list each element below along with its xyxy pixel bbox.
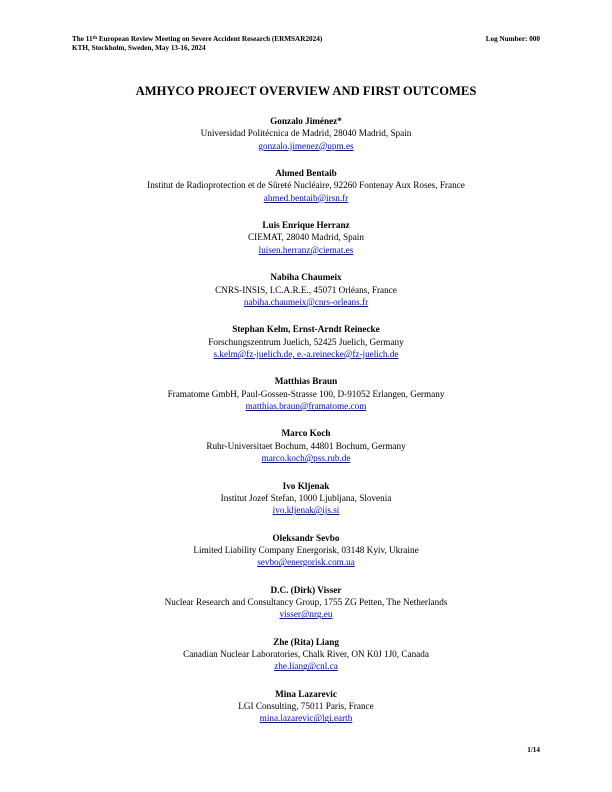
author-name: Ivo Kljenak (282, 480, 330, 491)
conference-location: KTH, Stockholm, Sweden, May 13-16, 2024 (72, 44, 206, 52)
author-name: Stephan Kelm, Ernst-Arndt Reinecke (232, 324, 380, 335)
author-block (0, 532, 612, 569)
author-affiliation: LGI Consulting, 75011 Paris, France (238, 701, 374, 712)
author-block (0, 323, 612, 360)
author-email-link[interactable]: ivo.kljenak@ijs.si (272, 505, 340, 516)
author-email-link[interactable]: zhe.liang@cnl.ca (274, 661, 338, 672)
author-name: Mina Lazarevic (275, 688, 337, 699)
author-email-link[interactable]: nabiha.chaumeix@cnrs-orleans.fr (243, 296, 369, 307)
author-name: D.C. (Dirk) Visser (270, 584, 342, 595)
author-affiliation: Universidad Politécnica de Madrid, 28040 Madrid, Spain (200, 128, 412, 139)
author-email-link[interactable]: matthias.braun@framatome.com (245, 400, 367, 411)
author-list (0, 115, 612, 740)
page-number: 1/14 (527, 746, 540, 754)
log-number: Log Number: 000 (485, 35, 540, 43)
author-block (0, 427, 612, 464)
paper-title: AMHYCO PROJECT OVERVIEW AND FIRST OUTCOMES (135, 84, 477, 98)
author-block (0, 271, 612, 308)
author-affiliation: CNRS-INSIS, I.C.A.R.E., 45071 Orléans, France (215, 284, 397, 295)
author-email-link[interactable]: luisen.herranz@ciemat.es (258, 244, 354, 255)
author-affiliation: CIEMAT, 28040 Madrid, Spain (248, 232, 364, 243)
author-block (0, 167, 612, 204)
author-name: Marco Koch (281, 428, 331, 439)
author-email-link[interactable]: mina.lazarevic@lgi.earth (259, 713, 353, 724)
author-email-link[interactable]: visser@nrg.eu (279, 609, 333, 620)
author-name: Zhe (Rita) Liang (273, 636, 339, 647)
author-affiliation: Canadian Nuclear Laboratories, Chalk River, ON K0J 1J0, Canada (183, 649, 429, 660)
author-block (0, 480, 612, 517)
running-header (72, 35, 540, 53)
author-block (0, 636, 612, 673)
author-block (0, 688, 612, 725)
author-name: Nabiha Chaumeix (270, 272, 342, 283)
author-affiliation: Ruhr-Universitaet Bochum, 44801 Bochum, Germany (206, 440, 406, 451)
author-block (0, 375, 612, 412)
author-email-link[interactable]: ahmed.bentaib@irsn.fr (263, 192, 349, 203)
author-block (0, 219, 612, 256)
author-email-link[interactable]: marco.koch@pss.rub.de (261, 453, 351, 464)
conference-name: The 11th European Review Meeting on Severe Accident Research (ERMSAR2024) (72, 35, 323, 43)
author-affiliation: Institut de Radioprotection et de Sûreté Nucléaire, 92260 Fontenay Aux Roses, France (147, 180, 465, 191)
author-name: Gonzalo Jiménez* (270, 116, 342, 126)
author-affiliation: Nuclear Research and Consultancy Group, 1755 ZG Petten, The Netherlands (164, 597, 448, 607)
author-name: Oleksandr Sevbo (272, 532, 340, 543)
author-affiliation: Limited Liability Company Energorisk, 03148 Kyiv, Ukraine (193, 544, 419, 555)
author-email-link[interactable]: s.kelm@fz-juelich.de, e.-a.reinecke@fz-juelich.de (213, 348, 399, 359)
author-block (0, 115, 612, 152)
author-name: Matthias Braun (274, 376, 338, 387)
author-name: Ahmed Bentaib (275, 168, 337, 179)
author-email-link[interactable]: gonzalo.jimenez@upm.es (258, 140, 354, 151)
author-affiliation: Forschungszentrum Juelich, 52425 Juelich, Germany (208, 336, 404, 347)
author-name: Luis Enrique Herranz (262, 220, 350, 231)
author-email-link[interactable]: sevbo@energorisk.com.ua (257, 557, 355, 568)
author-affiliation: Framatome GmbH, Paul-Gossen-Strasse 100, D-91052 Erlangen, Germany (167, 388, 445, 399)
author-block (0, 584, 612, 621)
author-affiliation: Institut Jozef Stefan, 1000 Ljubljana, Slovenia (220, 492, 392, 503)
